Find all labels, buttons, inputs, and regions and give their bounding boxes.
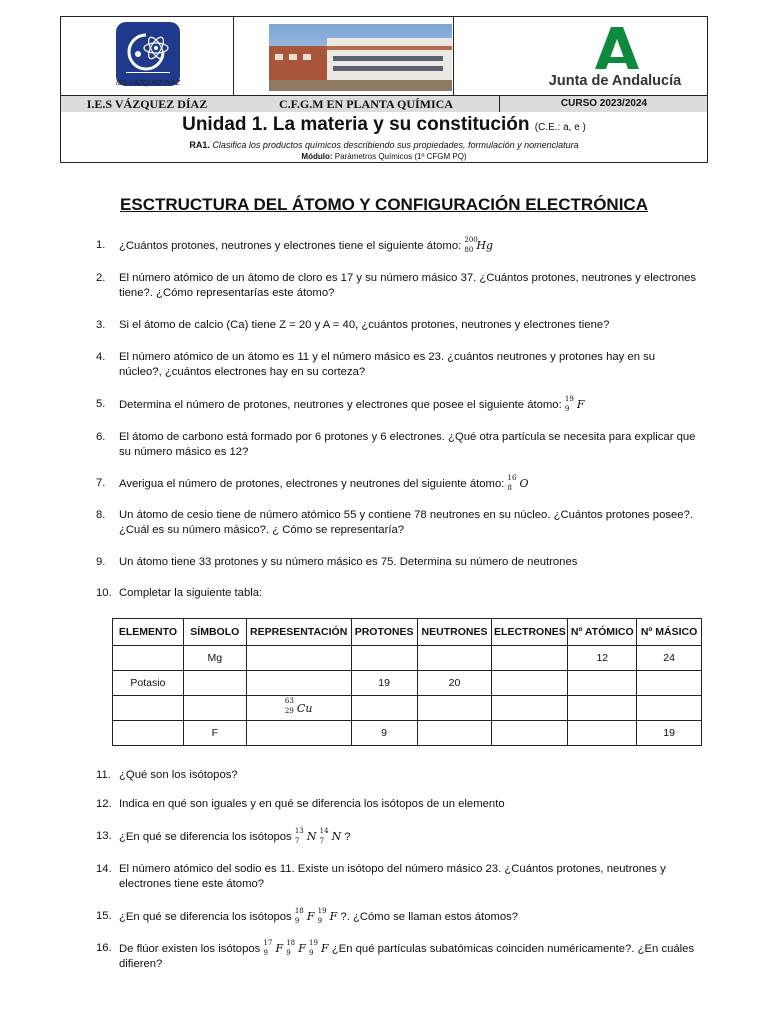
learning-outcome: RA1. Clasifica los productos químicos describiendo sus propiedades, formulación y nomenclatura <box>189 140 579 150</box>
table-cell: 19 <box>351 671 417 696</box>
table-row <box>113 721 702 746</box>
table-cell <box>568 696 637 721</box>
nuclide-f17: 17 9 F <box>263 939 284 957</box>
table-cell <box>492 696 568 721</box>
nuclide-f18: 18 9 F <box>294 907 315 925</box>
table-cell <box>183 696 246 721</box>
ies-logo-caption: IES VÁZQUEZ DÍAZ <box>115 80 181 87</box>
table-cell: Potasio <box>113 671 184 696</box>
nuclide-n14: 14 7 N <box>319 827 342 845</box>
header-divider <box>233 17 234 95</box>
table-cell <box>246 671 351 696</box>
table-header: REPRESENTACIÓN <box>246 619 351 646</box>
table-cell <box>568 671 637 696</box>
unit-title: Unidad 1. La materia y su constitución (C.E.: a, e ) <box>182 114 586 135</box>
document-header <box>60 16 708 163</box>
table-cell <box>637 696 702 721</box>
table-cell <box>246 646 351 671</box>
table-cell: 19 <box>637 721 702 746</box>
table-cell: 12 <box>568 646 637 671</box>
nuclide-cu63: 63 29 Cu <box>284 696 313 715</box>
table-cell: 9 <box>351 721 417 746</box>
table-cell <box>492 721 568 746</box>
table-cell <box>246 721 351 746</box>
table-cell <box>113 646 184 671</box>
table-cell <box>246 696 351 721</box>
header-divider <box>453 17 454 95</box>
header-info-row <box>61 96 707 112</box>
nuclide-f19: 19 9 F <box>564 395 585 413</box>
table-header: ELECTRONES <box>492 619 568 646</box>
worksheet-title: ESCTRUCTURA DEL ÁTOMO Y CONFIGURACIÓN ELECTRÓNICA <box>120 195 648 214</box>
table-cell <box>351 696 417 721</box>
table-header: SÍMBOLO <box>183 619 246 646</box>
table-header: NEUTRONES <box>417 619 492 646</box>
table-cell: F <box>183 721 246 746</box>
header-divider <box>499 96 500 112</box>
table-header: PROTONES <box>351 619 417 646</box>
nuclide-f18: 18 9 F <box>286 939 306 957</box>
nuclide-n13: 13 7 N <box>294 827 317 845</box>
table-header: ELEMENTO <box>113 619 184 646</box>
table-cell <box>637 671 702 696</box>
table-cell <box>492 646 568 671</box>
module-line: Módulo: Parámetros Químicos (1º CFGM PQ) <box>301 152 467 161</box>
table-cell: Mg <box>183 646 246 671</box>
nuclide-f19: 19 9 F <box>317 907 338 925</box>
table-cell <box>183 671 246 696</box>
table-cell <box>417 721 492 746</box>
school-name: I.E.S VÁZQUEZ DÍAZ <box>86 97 208 111</box>
school-building-photo <box>269 24 452 91</box>
ies-logo <box>116 22 180 86</box>
table-cell <box>417 646 492 671</box>
atom-icon <box>116 22 180 86</box>
junta-andalucia-label: Junta de Andalucía <box>548 73 682 89</box>
course-title: C.F.G.M EN PLANTA QUÍMICA <box>278 97 453 111</box>
table-header: Nº ATÓMICO <box>568 619 637 646</box>
table-cell <box>351 646 417 671</box>
table-cell <box>417 696 492 721</box>
table-cell: 20 <box>417 671 492 696</box>
table-cell <box>492 671 568 696</box>
table-header-row <box>113 619 702 646</box>
academic-year: CURSO 2023/2024 <box>560 98 648 109</box>
atom-table <box>112 618 702 746</box>
nuclide-f19: 19 9 F <box>309 939 329 957</box>
table-cell <box>568 721 637 746</box>
nuclide-o16: 16 8 O <box>507 474 529 492</box>
table-cell <box>113 721 184 746</box>
table-header: Nº MÁSICO <box>637 619 702 646</box>
table-row <box>113 671 702 696</box>
nuclide-hg: 200 80 Hg <box>464 236 494 254</box>
table-cell <box>113 696 184 721</box>
table-row <box>113 646 702 671</box>
table-row <box>113 696 702 721</box>
table-cell: 24 <box>637 646 702 671</box>
